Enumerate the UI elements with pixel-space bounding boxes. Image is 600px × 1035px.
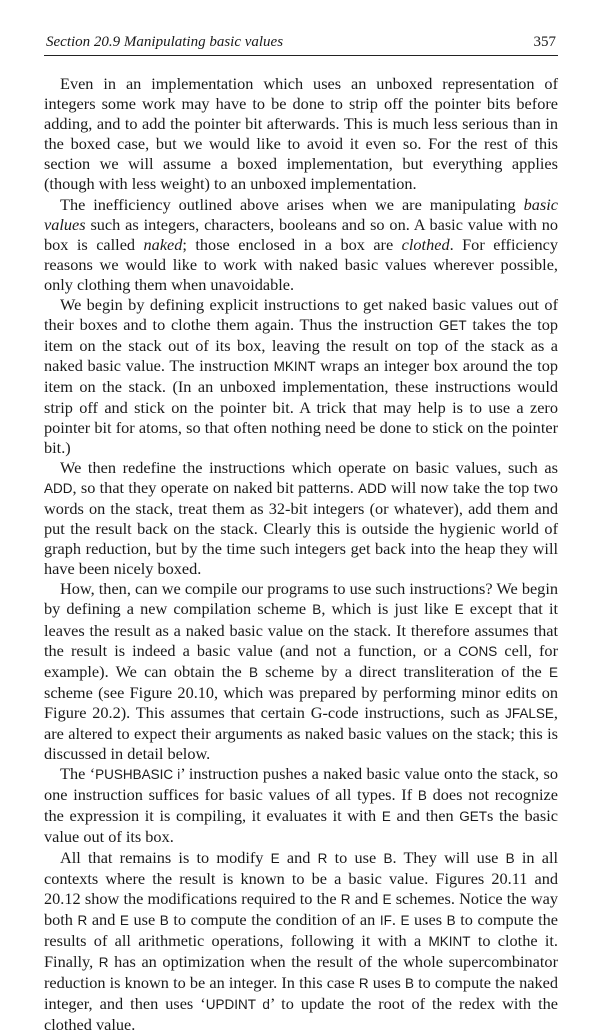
code-term: E [454, 602, 464, 618]
code-term: B [505, 850, 515, 866]
text-run: The inefficiency outlined above arises when we are manipulating [60, 194, 524, 214]
code-term: R [77, 912, 88, 928]
text-run: The ‘ [60, 764, 96, 784]
paragraph [44, 295, 558, 458]
code-term: E [119, 912, 129, 928]
code-term: R [98, 955, 109, 971]
code-term: R [317, 850, 328, 866]
page-number: 357 [533, 34, 556, 50]
text-run: and [279, 847, 318, 867]
text-run: and [87, 909, 120, 929]
text-run: use [128, 909, 160, 929]
text-run: scheme by a direct transliteration of the [257, 661, 549, 681]
text-run: All that remains is to modify [60, 847, 271, 867]
text-run: ; those enclosed in a box are [182, 234, 402, 254]
code-term: UPDINT d [205, 997, 270, 1013]
running-header [44, 34, 558, 56]
paragraph [44, 74, 558, 195]
text-run: will now take the top two words on the stack, treat them as 32-bit integers (or whatever), add them and put the result back on the stack. Clearly this is outside the hygienic world of graph reduction, but by the time such integers get back into the heap they will have been nicely boxed. [44, 477, 558, 579]
code-term: GET [459, 809, 488, 825]
text-run: ’ instruction pushes a naked basic value onto the stack, so one instruction suffices for basic values of all types. If [44, 764, 558, 805]
text-run: s the basic value out of its box. [44, 806, 558, 847]
italic-term: basic values [44, 194, 558, 234]
text-run: to clothe it. Finally, [44, 930, 558, 972]
paragraph [44, 764, 558, 847]
text-run: and then [390, 806, 460, 826]
paragraph [44, 458, 558, 580]
text-run: to compute the condition of an [168, 909, 380, 929]
text-run: to compute the results of all arithmetic operations, following it with a [44, 909, 559, 950]
text-run: does not recognize the expression it is compiling, it evaluates it with [44, 785, 558, 826]
text-run: , which is just like [321, 599, 455, 619]
code-term: B [404, 976, 414, 992]
paragraph [44, 848, 558, 1035]
code-term: CONS [458, 643, 498, 659]
code-term: ADD [44, 480, 73, 496]
italic-term: naked [143, 234, 183, 254]
code-term: MKINT [273, 359, 316, 375]
code-term: E [381, 809, 391, 825]
italic-term: clothed [401, 234, 450, 254]
text-run: except that it leaves the result as a naked basic value on the stack. It therefore assumes that the result is indeed a basic value (and not a function, or a [44, 599, 559, 660]
code-term: E [549, 664, 559, 680]
code-term: PUSHBASIC i [95, 767, 181, 783]
text-run: to compute the naked integer, and then uses ‘ [44, 973, 558, 1014]
code-term: B [383, 850, 393, 866]
code-term: B [417, 788, 427, 804]
text-run: ’ to update the root of the redex with the clothed value. [44, 994, 558, 1035]
text-run: to use [327, 847, 384, 867]
code-term: JFALSE [505, 705, 554, 721]
code-term: E [270, 850, 280, 866]
paragraph [44, 195, 558, 295]
text-run: scheme (see Figure 20.10, which was prepared by performing minor edits on Figure 20.2). This assumes that certain G-code instructions, such as [44, 682, 558, 722]
code-term: MKINT [428, 933, 471, 949]
code-term: R [358, 976, 369, 992]
text-run: How, then, can we compile our programs to use such instructions? We begin by defining a new compilation scheme [44, 579, 558, 619]
code-term: B [159, 912, 169, 928]
text-run: in all contexts where the result is known to be a basic value. Figures 20.11 and 20.12 show the modifications required to the [44, 847, 559, 908]
text-run: uses [409, 909, 447, 929]
text-run: We then redefine the instructions which operate on basic values, such as [60, 457, 558, 477]
code-term: IF [379, 912, 392, 928]
text-run: , so that they operate on naked bit patterns. [72, 477, 359, 497]
code-term: R [340, 891, 351, 907]
code-term: B [312, 602, 322, 618]
text-run: wraps an integer box around the top item on the stack. (In an unboxed implementation, these instructions would strip off and stick on the pointer bit. A trick that may help is to use a zero pointer bit for atoms, so that often nothing need be done to stick on the pointer bit.) [44, 356, 558, 457]
text-run: uses [368, 973, 405, 993]
text-run: schemes. Notice the way both [44, 888, 559, 929]
code-term: B [248, 664, 258, 680]
text-run: Even in an implementation which uses an unboxed representation of integers some work may have to be done to strip off the pointer bits before adding, and to add the pointer bit afterwards. This is much less serious than in the boxed case, but we would like to avoid it even so. For the rest of this section we will assume a boxed implementation, but everything applies (though with less weight) to an unboxed implementation. [44, 74, 558, 194]
code-term: ADD [358, 480, 387, 496]
text-run: . They will use [392, 847, 506, 867]
text-run: such as integers, characters, booleans and so on. A basic value with no box is called [44, 214, 558, 254]
text-run: We begin by defining explicit instructions to get naked basic values out of their boxes and to clothe them again. Thus the instruction [44, 295, 558, 335]
text-run: . [391, 909, 401, 929]
text-run: cell, for example). We can obtain the [44, 640, 558, 681]
body-text [44, 74, 558, 1035]
code-term: B [446, 912, 456, 928]
book-page [44, 34, 558, 1035]
text-run: , are altered to expect their arguments as naked basic values on the stack; this is discussed in detail below. [44, 702, 558, 764]
paragraph [44, 579, 558, 764]
code-term: E [400, 912, 410, 928]
text-run: has an optimization when the result of the whole supercombinator reduction is known to be an integer. In this case [44, 952, 558, 993]
code-term: GET [438, 318, 467, 334]
text-run: and [350, 888, 383, 908]
code-term: E [382, 891, 392, 907]
text-run: . For efficiency reasons we would like to work with naked basic values wherever possible, only clothing them when unavoidable. [44, 234, 558, 294]
text-run: takes the top item on the stack out of its box, leaving the result on top of the stack as a naked basic value. The instruction [44, 315, 558, 376]
section-title: Section 20.9 Manipulating basic values [46, 34, 284, 50]
